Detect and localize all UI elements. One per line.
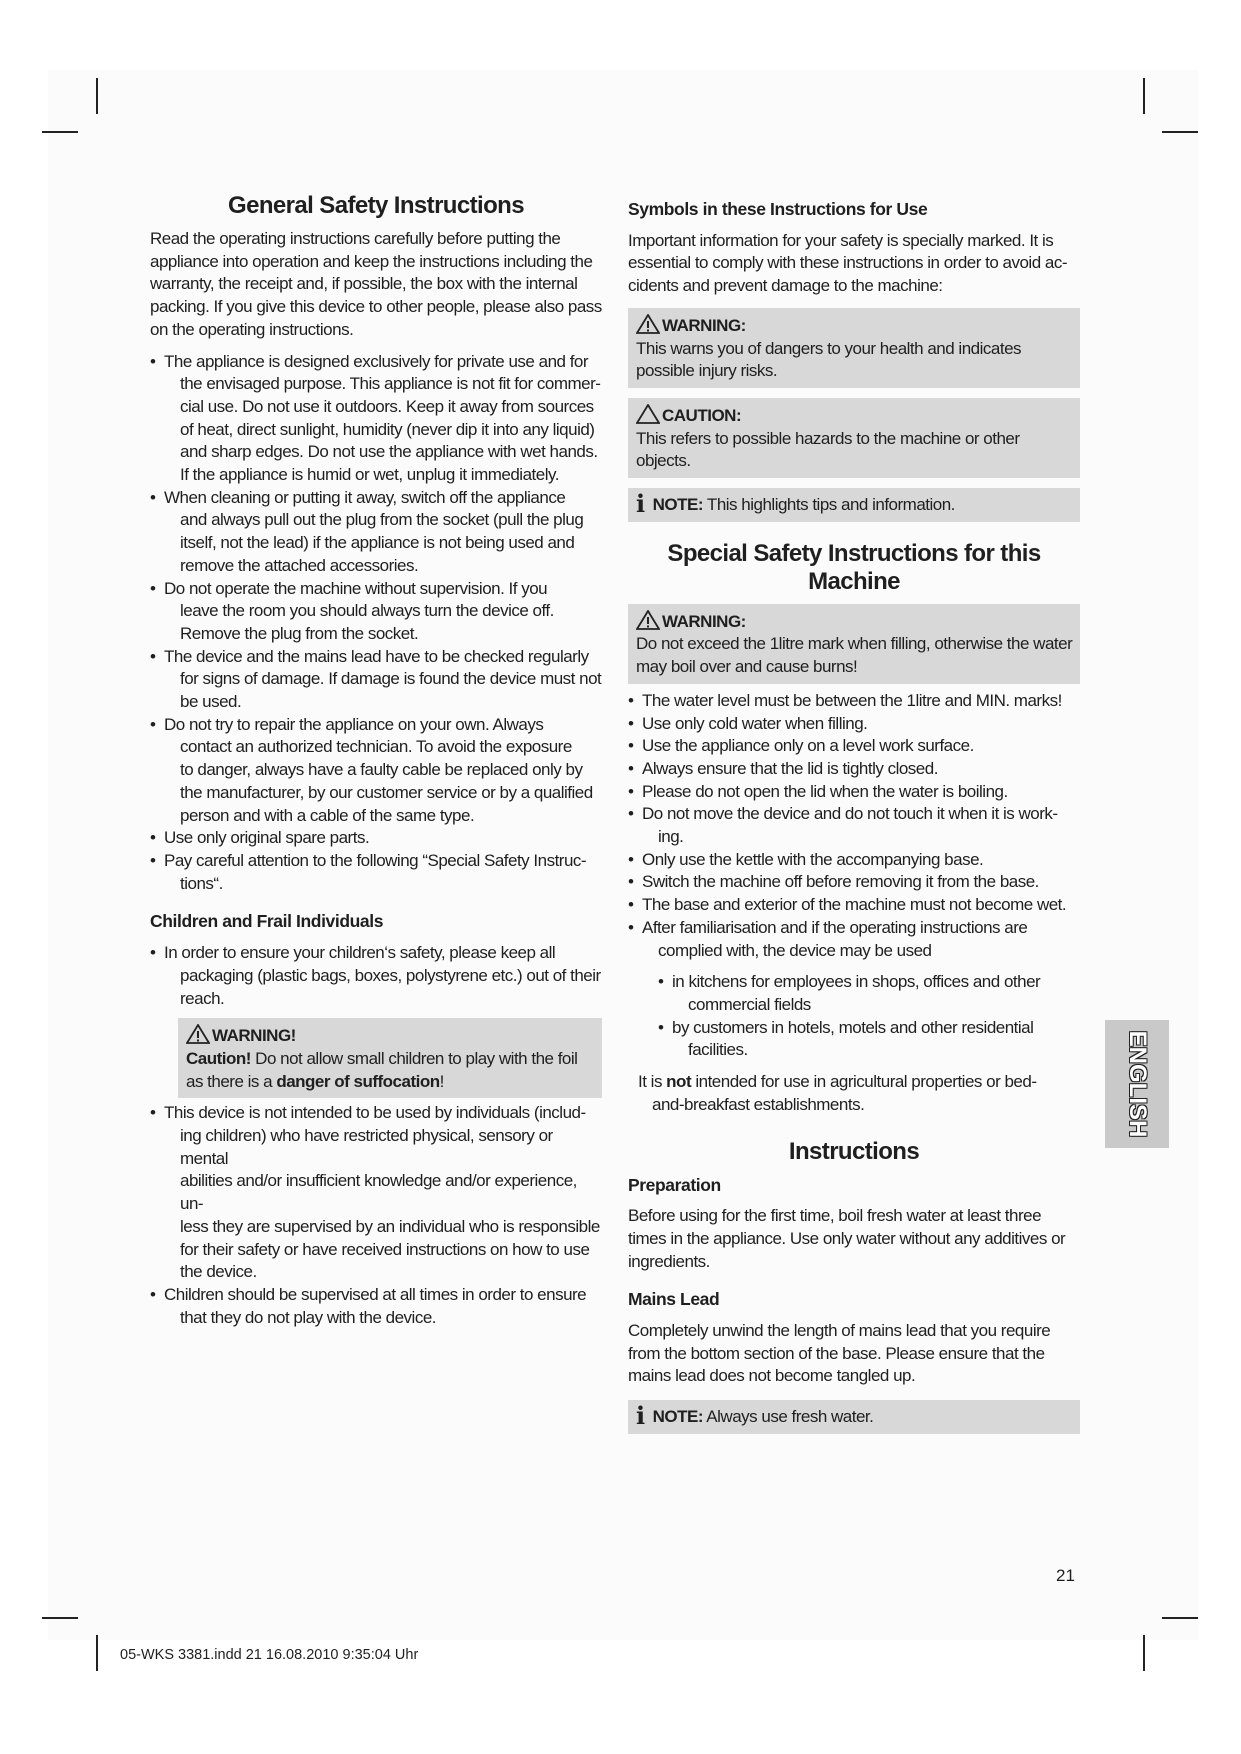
mains-note-box: i NOTE: Always use fresh water. [628,1400,1080,1434]
instructions-heading: Instructions [788,1137,920,1165]
list-item: • Children should be supervised at all times in order to ensure that they do not play with the device. [150,1284,602,1329]
special-safety-heading: Special Safety Instructions for this Machine [667,539,1041,595]
list-item: • After familiarisation and if the operating instructions are complied with, the device may be used [628,917,1080,962]
list-item: • Use only original spare parts. [150,827,602,850]
crop-mark [1162,131,1198,133]
left-column [150,192,602,1329]
list-item: • by customers in hotels, motels and other residential facilities. [658,1017,1080,1062]
mains-lead-text: Completely unwind the length of mains lead that you require from the bottom section of the base. Please ensure that the mains lead does not become tangled up. [628,1321,1051,1386]
file-info-slug: 05-WKS 3381.indd 21 16.08.2010 9:35:04 Uhr [120,1647,419,1663]
special-closing-note: It is not intended for use in agricultural properties or bed- and-breakfast establishments. [638,1072,1037,1114]
crop-mark [96,78,98,114]
crop-mark [42,131,78,133]
symbols-intro: Important information for your safety is specially marked. It is essential to comply with these instructions in order to avoid ac- cidents and prevent damage to the machine: [628,230,1068,296]
preparation-heading: Preparation [628,1174,721,1195]
list-item: • Do not move the device and do not touch it when it is work- ing. [628,803,1080,848]
warning-triangle-icon [636,314,660,334]
list-item: • Use the appliance only on a level work surface. [628,735,1080,758]
list-item: • The device and the mains lead have to be checked regularly for signs of damage. If damage is found the device must not be used. [150,646,602,714]
crop-mark [1162,1617,1198,1619]
info-icon: i [636,489,645,519]
special-bullet-list [628,690,1080,962]
general-bullet-list [150,351,602,896]
general-intro: Read the operating instructions carefully before putting the appliance into operation and keep the instructions including the warranty, the receipt and, if possible, the box with the internal packing. If you give this device to other people, please also pass on the operating instructions. [150,229,602,339]
preparation-text: Before using for the first time, boil fresh water at least three times in the appliance. Use only water without any additives or ingredients. [628,1206,1066,1271]
list-item: • Use only cold water when filling. [628,713,1080,736]
list-item: • Pay careful attention to the following “Special Safety Instruc- tions“. [150,850,602,895]
list-item: • Always ensure that the lid is tightly closed. [628,758,1080,781]
mains-lead-heading: Mains Lead [628,1289,720,1310]
page-number: 21 [1056,1566,1075,1585]
warning-triangle-icon [186,1024,210,1044]
warning-title: WARNING! [186,1024,595,1048]
list-item: • in kitchens for employees in shops, offices and other commercial fields [658,971,1080,1016]
list-item: • The water level must be between the 1litre and MIN. marks! [628,690,1080,713]
symbols-note-box: i NOTE: This highlights tips and information. [628,488,1080,522]
crop-mark [42,1617,78,1619]
warning-triangle-icon [636,610,660,630]
list-item: • Do not operate the machine without supervision. If you leave the room you should always turn the device off. Remove the plug from the socket. [150,578,602,646]
list-item: • In order to ensure your children‘s safety, please keep all packaging (plastic bags, boxes, polystyrene etc.) out of their reach. [150,942,602,1010]
list-item: • This device is not intended to be used by individuals (includ- ing children) who have restricted physical, sensory or mental abilities and/or insufficient knowledge and/or experience, un- less they are supervised by an individual who is responsible for their safety or have received instructions on how to use the device. [150,1102,602,1284]
children-bullet-list [150,942,602,1010]
children-bullet-list-2 [150,1102,602,1329]
children-heading: Children and Frail Individuals [150,911,384,932]
right-column [628,198,1080,1434]
warning-text: Caution! Do not allow small children to play with the foil as there is a danger of suffocation! [186,1048,578,1091]
language-tab-label: ENGLISH [1124,1030,1151,1138]
list-item: • When cleaning or putting it away, switch off the appliance and always pull out the plug from the socket (pull the plug itself, not the lead) if the appliance is not being used and remove the attached accessories. [150,487,602,578]
special-sub-bullet-list [658,971,1080,1062]
list-item: • The base and exterior of the machine must not become wet. [628,894,1080,917]
crop-mark [96,1635,98,1671]
list-item: • Please do not open the lid when the water is boiling. [628,781,1080,804]
info-icon: i [636,1401,645,1431]
special-warning-box: WARNING: Do not exceed the 1litre mark when filling, otherwise the water may boil over and cause burns! [628,604,1080,684]
list-item: • Only use the kettle with the accompanying base. [628,849,1080,872]
crop-mark [1143,1635,1145,1671]
symbols-caution-box: CAUTION: This refers to possible hazards to the machine or other objects. [628,398,1080,478]
caution-triangle-icon [636,404,660,424]
general-safety-heading: General Safety Instructions [228,192,524,219]
language-side-tab [1105,1020,1169,1148]
children-warning-box [178,1018,602,1098]
list-item: • The appliance is designed exclusively for private use and for the envisaged purpose. This appliance is not fit for commer- cial use. Do not use it outdoors. Keep it away from sources of heat, direct sunlight, humidity (never dip it into any liquid) and sharp edges. Do not use the appliance with wet hands. If the appliance is humid or wet, unplug it immediately. [150,351,602,487]
crop-mark [1143,78,1145,114]
symbols-heading: Symbols in these Instructions for Use [628,199,928,219]
symbols-warning-box: WARNING: This warns you of dangers to your health and indicates possible injury risks. [628,308,1080,388]
list-item: • Switch the machine off before removing it from the base. [628,871,1080,894]
list-item: • Do not try to repair the appliance on your own. Always contact an authorized technician. To avoid the exposure to danger, always have a faulty cable be replaced only by the manufacturer, by our customer service or by a qualified person and with a cable of the same type. [150,714,602,828]
